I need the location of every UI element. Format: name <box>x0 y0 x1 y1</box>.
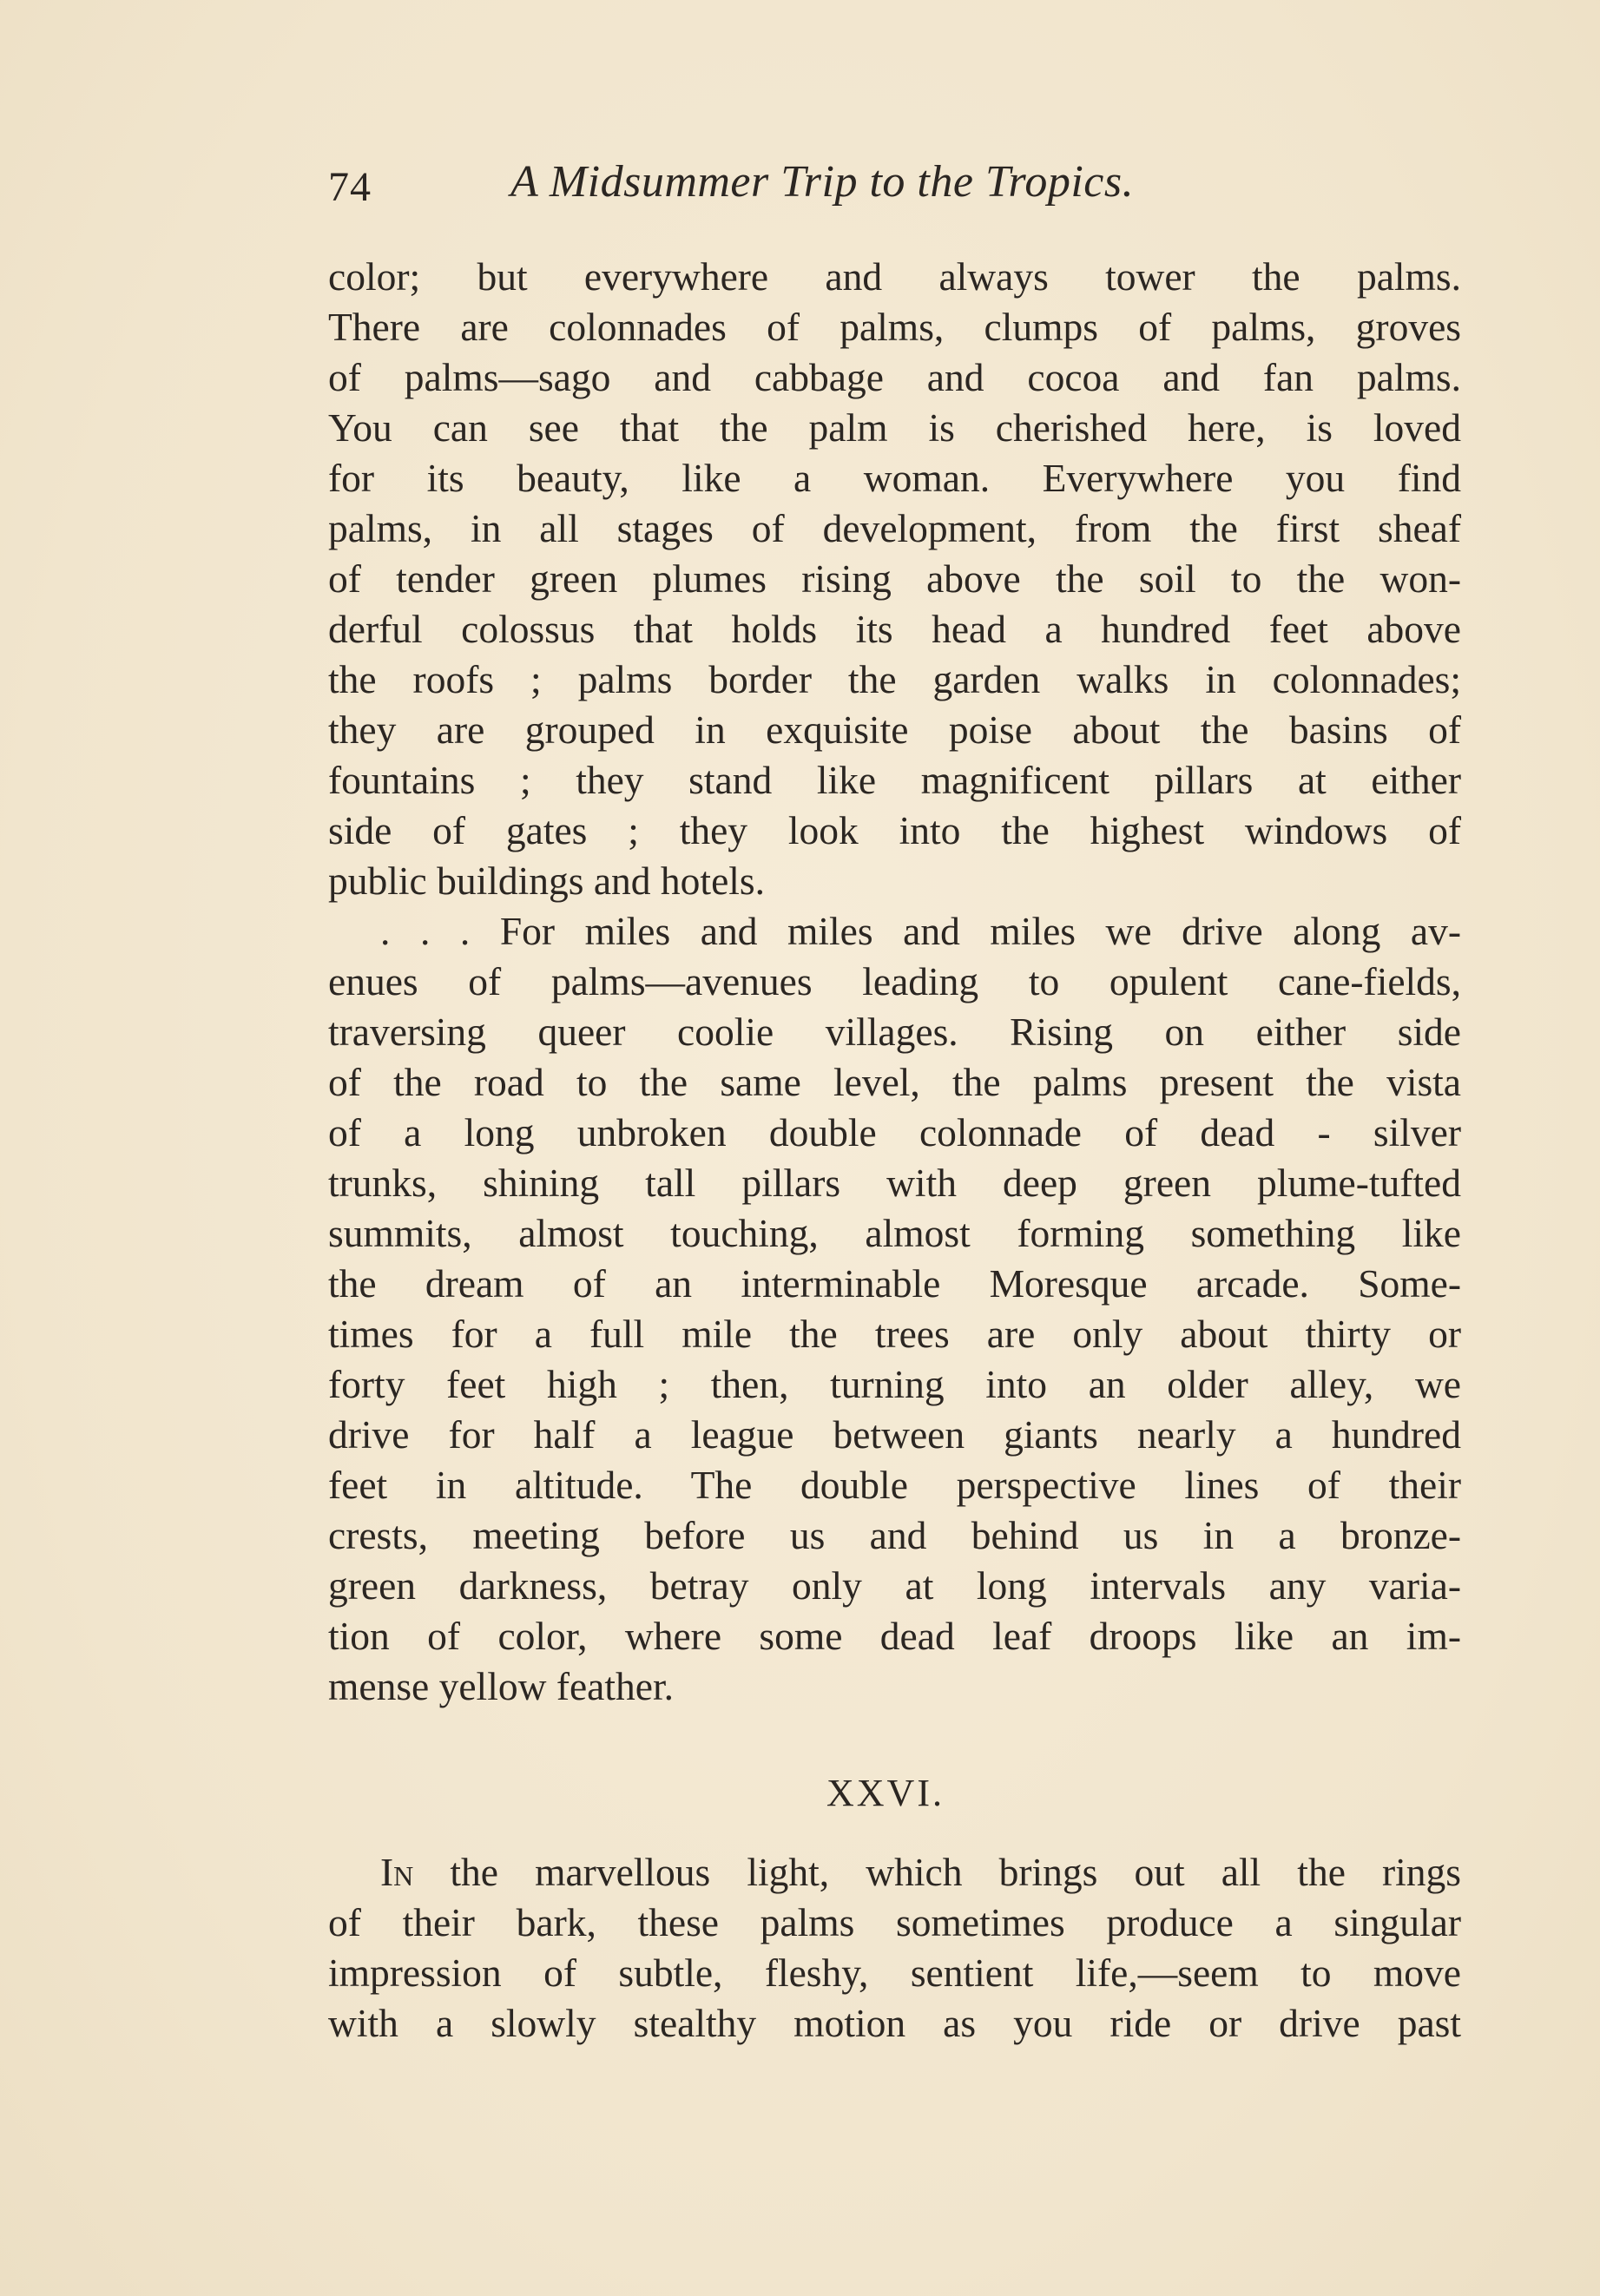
text-line: color; but everywhere and always tower the palms. <box>328 254 1461 299</box>
text-line: with a slowly stealthy motion as you ride or drive past <box>328 2001 1461 2045</box>
text-line: public buildings and hotels. <box>328 859 765 903</box>
text-line: the dream of an interminable Moresque arcade. Some- <box>328 1261 1461 1306</box>
text-line: mense yellow feather. <box>328 1664 674 1708</box>
text-line: . . . For miles and miles and miles we drive along av- <box>380 909 1461 953</box>
text-line: times for a full mile the trees are only about thirty or <box>328 1312 1461 1356</box>
drop-word: In <box>380 1850 414 1894</box>
text-line: trunks, shining tall pillars with deep green plume-tufted <box>328 1161 1461 1205</box>
section-heading: XXVI. <box>826 1772 945 1814</box>
text-line <box>380 1847 1461 1898</box>
text-line: summits, almost touching, almost forming something like <box>328 1211 1461 1255</box>
text-line: forty feet high ; then, turning into an older alley, we <box>328 1362 1461 1406</box>
text-line: of palms—sago and cabbage and cocoa and fan palms. <box>328 355 1461 399</box>
text-line: of their bark, these palms sometimes produce a singular <box>328 1900 1461 1944</box>
text-line: drive for half a league between giants nearly a hundred <box>328 1412 1461 1457</box>
text-line: the roofs ; palms border the garden walks in colonnades; <box>328 657 1461 701</box>
page-number: 74 <box>328 164 372 210</box>
text-line: for its beauty, like a woman. Everywhere you find <box>328 456 1461 500</box>
text-line: traversing queer coolie villages. Rising on either side <box>328 1010 1461 1054</box>
text-line: fountains ; they stand like magnificent pillars at either <box>328 758 1461 802</box>
text-line: There are colonnades of palms, clumps of palms, groves <box>328 305 1461 349</box>
text-line: side of gates ; they look into the highest windows of <box>328 808 1461 852</box>
text-line: crests, meeting before us and behind us in a bronze- <box>328 1513 1461 1557</box>
text-line: palms, in all stages of development, from the first sheaf <box>328 506 1461 550</box>
text-line: green darkness, betray only at long intervals any varia- <box>328 1563 1461 1608</box>
running-title: A Midsummer Trip to the Tropics. <box>510 157 1135 207</box>
text-line: You can see that the palm is cherished here, is loved <box>328 405 1461 450</box>
running-head <box>328 156 1465 217</box>
text-line: of tender green plumes rising above the soil to the won- <box>328 556 1461 601</box>
text-line: they are grouped in exquisite poise about the basins of <box>328 707 1461 752</box>
text-line: tion of color, where some dead leaf droops like an im- <box>328 1614 1461 1658</box>
text-line: of a long unbroken double colonnade of dead - silver <box>328 1110 1461 1155</box>
text-line: feet in altitude. The double perspective lines of their <box>328 1463 1461 1507</box>
text-line: derful colossus that holds its head a hundred feet above <box>328 607 1461 651</box>
text-line: of the road to the same level, the palms present the vista <box>328 1060 1461 1104</box>
text-line: enues of palms—avenues leading to opulent cane-fields, <box>328 959 1461 1003</box>
text-line: impression of subtle, fleshy, sentient life,—seem to move <box>328 1951 1461 1995</box>
first-line-rest: the marvellous light, which brings out all the rings <box>450 1850 1462 1894</box>
